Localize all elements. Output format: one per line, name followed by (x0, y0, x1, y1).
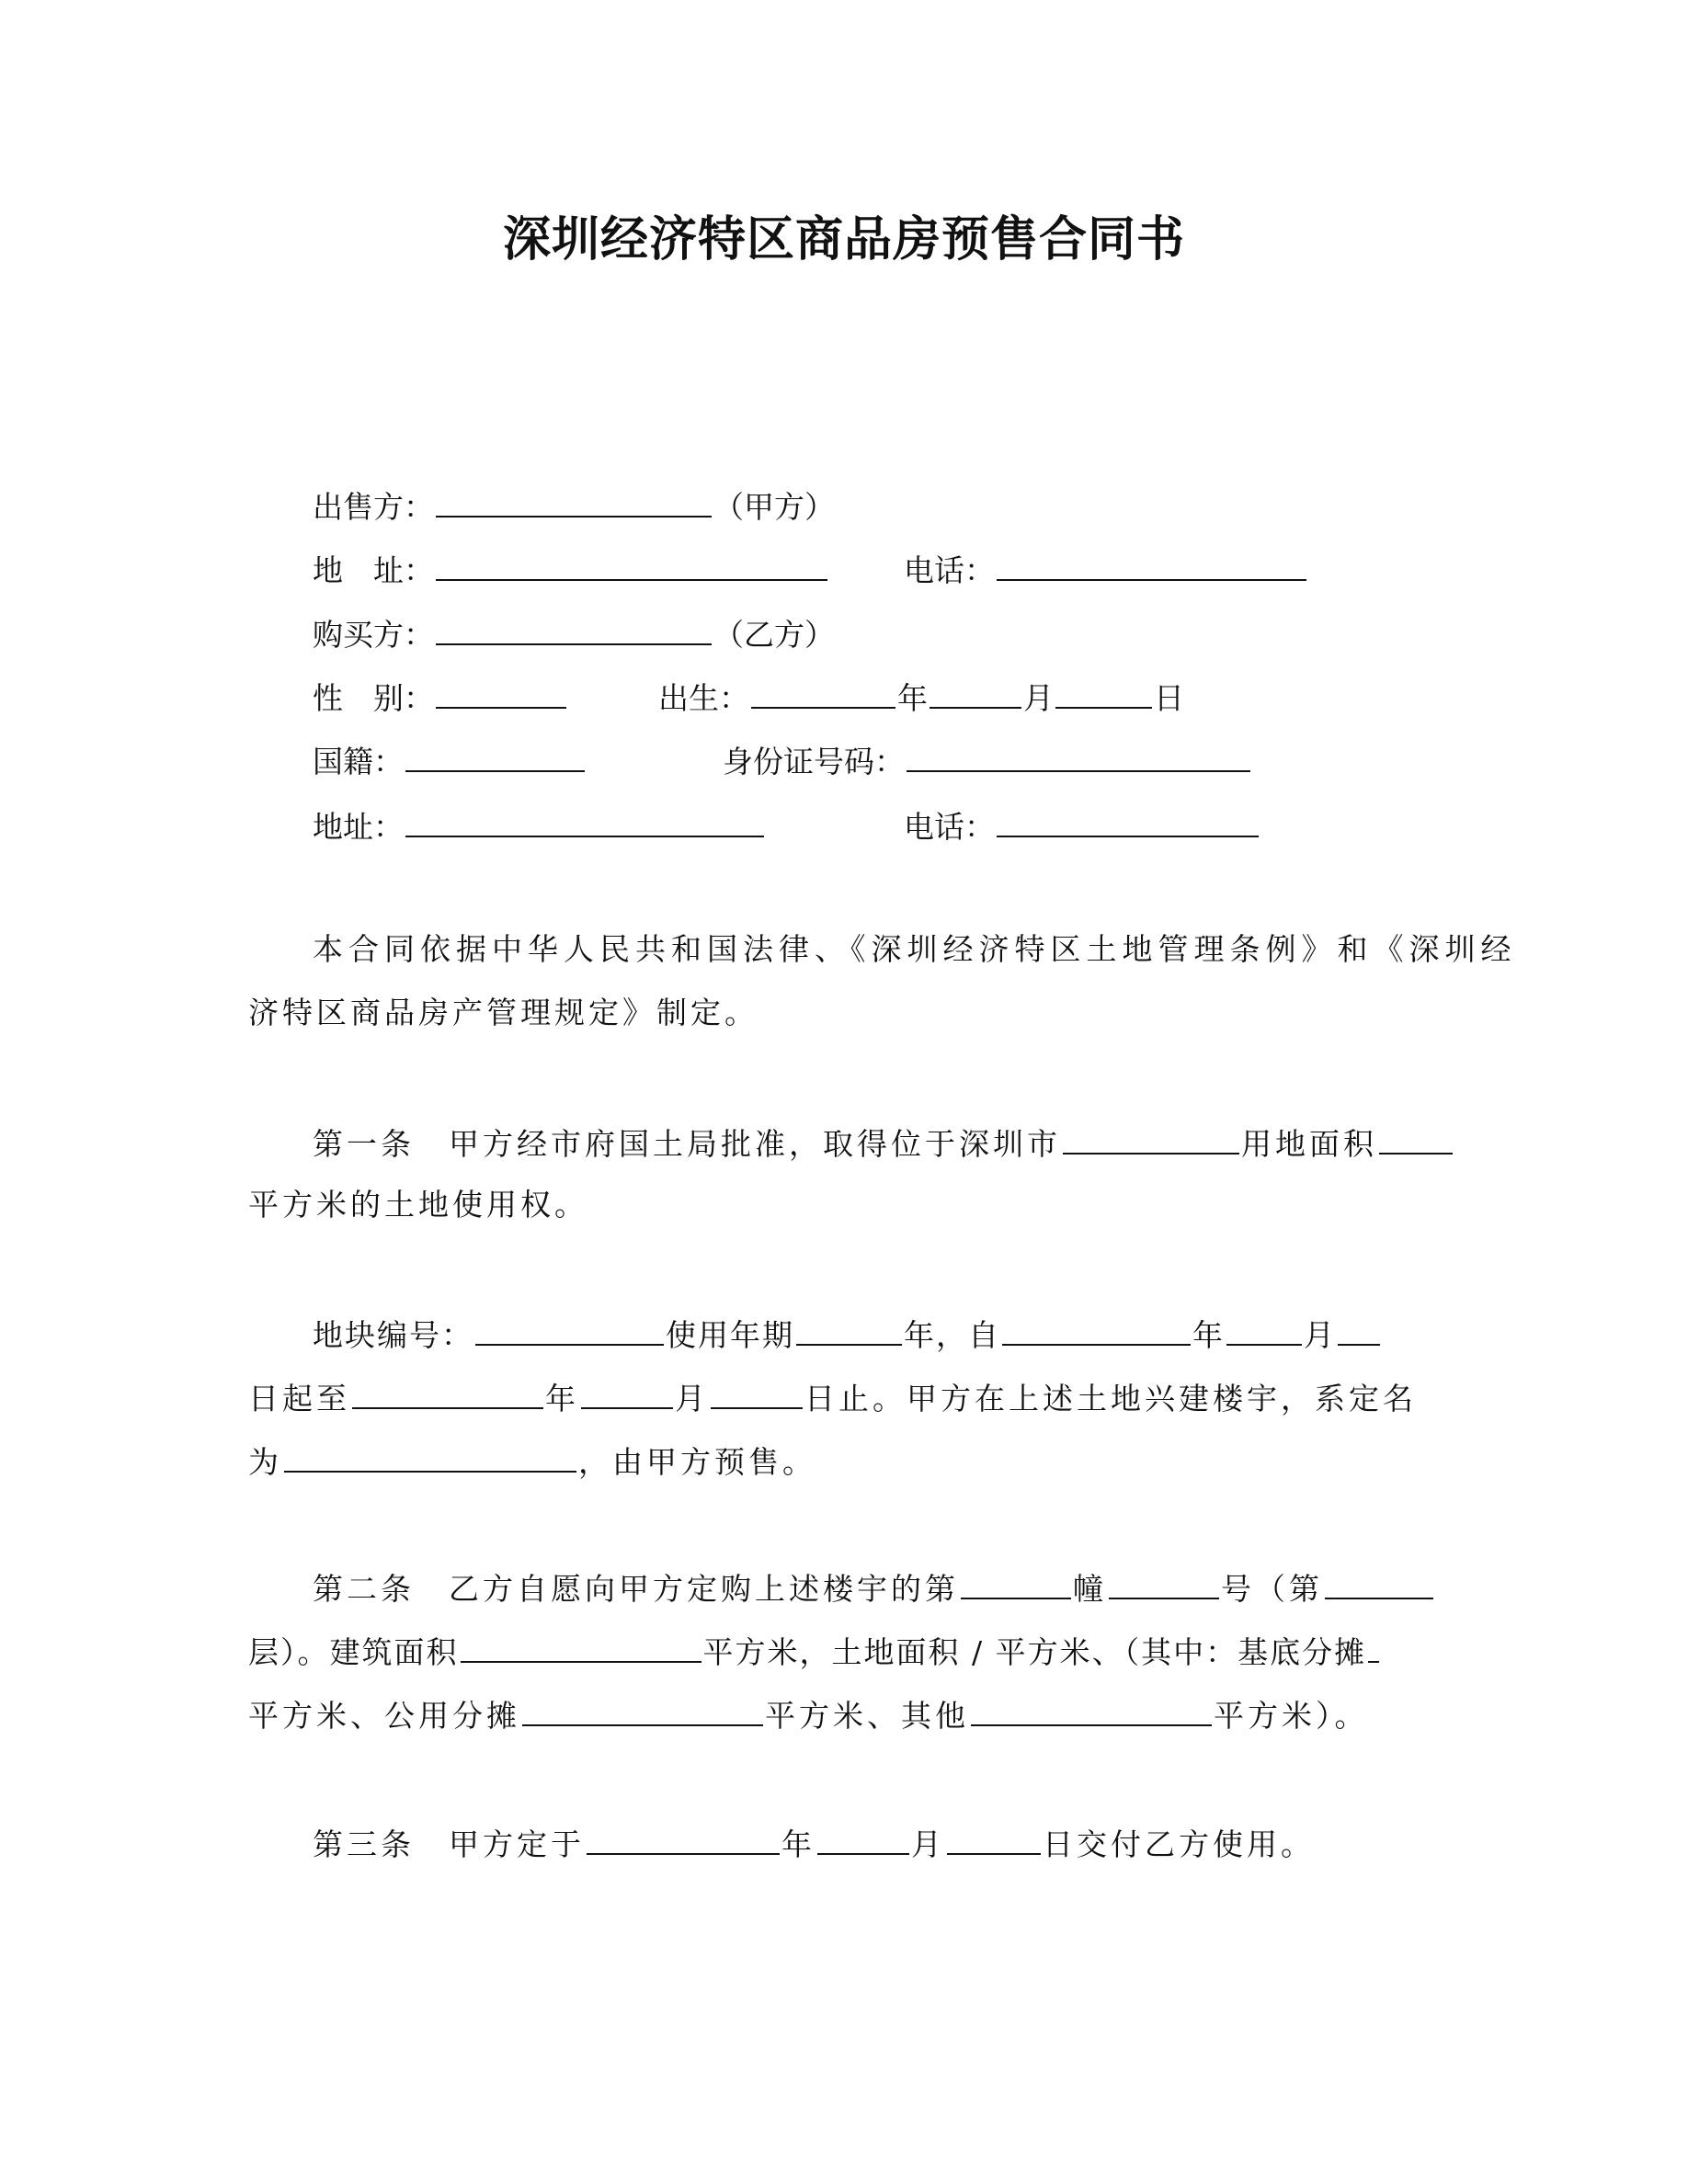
text: 号（第 (1221, 1571, 1323, 1607)
text: 平方米、其他 (765, 1698, 969, 1734)
buyer-address-row (313, 806, 766, 846)
year-label: 年 (897, 680, 928, 716)
address-label: 地址： (313, 809, 404, 845)
gender-label: 性 别： (313, 680, 434, 716)
article-2-line (248, 1695, 1369, 1735)
buyer-label: 购买方： (313, 617, 434, 653)
building-area-blank[interactable] (461, 1632, 701, 1663)
text: 平方米）。 (1214, 1698, 1369, 1734)
start-year-blank[interactable] (1002, 1314, 1191, 1346)
buyer-phone-blank[interactable] (997, 806, 1259, 837)
day-label: 日 (1154, 680, 1184, 716)
plot-line (248, 1378, 1417, 1417)
month-label: 月 (1023, 680, 1054, 716)
term-years-blank[interactable] (796, 1314, 902, 1346)
text: 使用年期 (666, 1317, 794, 1353)
start-month-blank[interactable] (1226, 1314, 1302, 1346)
article-1-line: 平方米的土地使用权。 (248, 1187, 588, 1223)
birth-month-blank[interactable] (930, 677, 1021, 709)
building-name-blank[interactable] (284, 1441, 576, 1473)
end-day-blank[interactable] (711, 1378, 803, 1409)
article-2-line (313, 1568, 1435, 1608)
start-day-blank[interactable] (1338, 1314, 1380, 1346)
gender-blank[interactable] (436, 677, 566, 709)
text: 月 (1304, 1317, 1336, 1353)
text: 第二条 乙方自愿向甲方定购上述楼宇的第 (313, 1571, 959, 1607)
plot-line (313, 1314, 1382, 1354)
end-month-blank[interactable] (581, 1378, 673, 1409)
end-year-blank[interactable] (352, 1378, 543, 1409)
phone-label: 电话： (904, 552, 995, 588)
text: 平方米、公用分摊 (248, 1698, 520, 1734)
plot-number-blank[interactable] (475, 1314, 664, 1346)
seller-address-blank[interactable] (436, 550, 827, 581)
seller-row (313, 486, 835, 526)
text: 日起至 (248, 1381, 350, 1416)
delivery-year-blank[interactable] (587, 1824, 780, 1855)
seller-phone-blank[interactable] (997, 550, 1306, 581)
nationality-blank[interactable] (405, 741, 585, 772)
text: 平方米，土地面积 / 平方米、（其中：基底分摊 (702, 1634, 1367, 1670)
gender-row (313, 677, 568, 717)
land-area-blank[interactable] (1379, 1123, 1453, 1155)
document-title: 深圳经济特区商品房预售合同书 (502, 212, 1185, 267)
unit-blank[interactable] (1109, 1568, 1219, 1599)
nationality-label: 国籍： (313, 744, 404, 779)
buyer-suffix: （乙方） (713, 617, 835, 653)
text: ，由甲方预售。 (578, 1444, 816, 1480)
seller-label: 出售方： (313, 489, 434, 525)
text: 地块编号： (313, 1317, 473, 1353)
birth-year-blank[interactable] (751, 677, 895, 709)
seller-suffix: （甲方） (713, 489, 835, 525)
seller-address-row (313, 550, 829, 589)
text: 年 (781, 1826, 815, 1862)
text: 用地面积 (1241, 1126, 1377, 1162)
plot-line (248, 1441, 816, 1481)
id-label: 身份证号码： (723, 744, 905, 779)
address-label: 地 址： (313, 552, 434, 588)
buyer-phone-row (904, 806, 1260, 846)
delivery-month-blank[interactable] (817, 1824, 909, 1855)
delivery-day-blank[interactable] (947, 1824, 1041, 1855)
article-2-line (248, 1632, 1381, 1671)
text: 幢 (1073, 1571, 1107, 1607)
location-blank[interactable] (1063, 1123, 1239, 1155)
floor-blank[interactable] (1325, 1568, 1433, 1599)
birth-label: 出生： (658, 680, 749, 716)
nationality-row (313, 741, 587, 780)
article-3-line (313, 1824, 1315, 1863)
article-1-line (313, 1123, 1454, 1163)
base-share-blank[interactable] (1368, 1632, 1379, 1663)
text: 层）。建筑面积 (248, 1634, 459, 1670)
text: 第三条 甲方定于 (313, 1826, 585, 1862)
birth-day-blank[interactable] (1055, 677, 1152, 709)
text: 年 (545, 1381, 579, 1416)
text: 年，自 (904, 1317, 1000, 1353)
buyer-address-blank[interactable] (405, 806, 764, 837)
id-blank[interactable] (907, 741, 1250, 772)
text: 月 (911, 1826, 945, 1862)
text: 日止。甲方在上述土地兴建楼宇，系定名 (804, 1381, 1417, 1416)
text: 日交付乙方使用。 (1043, 1826, 1315, 1862)
buyer-row (313, 614, 835, 654)
public-share-blank[interactable] (522, 1695, 763, 1726)
preamble-line: 本合同依据中华人民共和国法律、《深圳经济特区土地管理条例》和《深圳经 (313, 931, 1517, 967)
text: 年 (1192, 1317, 1225, 1353)
preamble-line: 济特区商品房产管理规定》制定。 (248, 995, 758, 1030)
buyer-blank[interactable] (436, 614, 712, 645)
phone-label: 电话： (904, 809, 995, 845)
birth-row (658, 677, 1184, 717)
text: 为 (248, 1444, 282, 1480)
building-blank[interactable] (961, 1568, 1071, 1599)
text: 第一条 甲方经市府国土局批准，取得位于深圳市 (313, 1126, 1061, 1162)
seller-phone-row (904, 550, 1308, 589)
text: 月 (675, 1381, 709, 1416)
other-area-blank[interactable] (971, 1695, 1212, 1726)
seller-blank[interactable] (436, 486, 712, 518)
id-row (723, 741, 1252, 780)
